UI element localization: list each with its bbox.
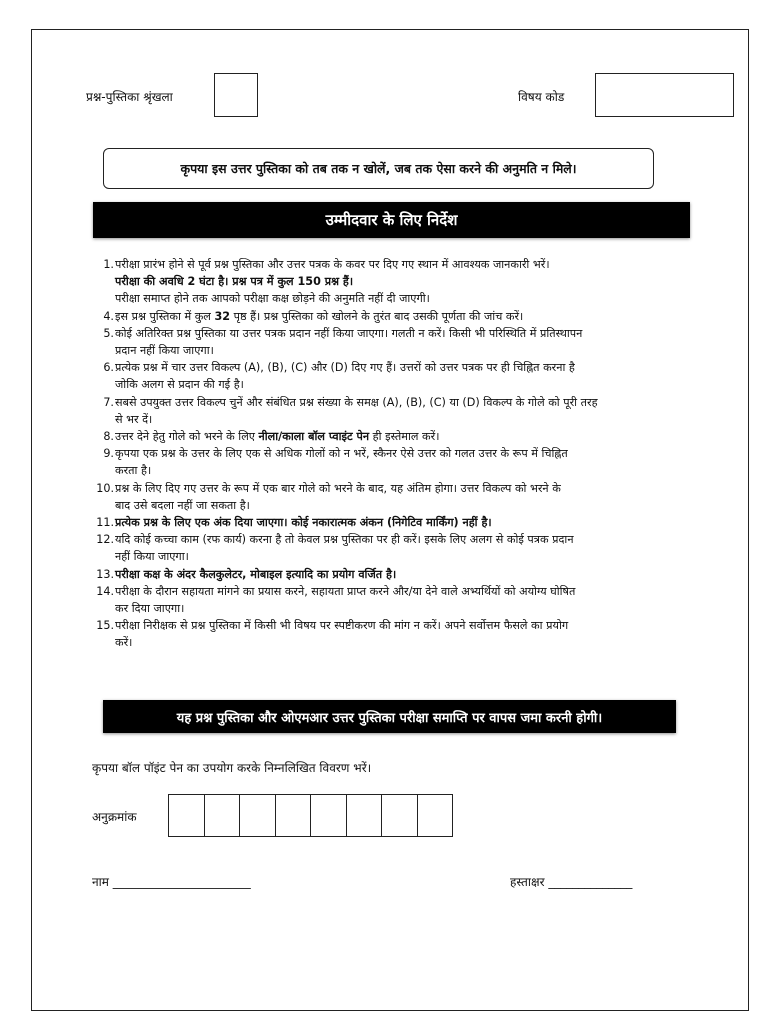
roll-number-cell[interactable]: [310, 794, 347, 837]
instruction-number: 6.: [103, 361, 114, 375]
instruction-number: 11.: [96, 516, 114, 530]
instruction-number: 12.: [96, 533, 114, 547]
instruction-number: 13.: [96, 567, 114, 581]
instruction-text: कोई अतिरिक्त प्रश्न पुस्तिका या उत्तर पत्रक प्रदान नहीं किया जाएगा। गलती न करें। किसी भी परिस्थिति में प्रतिस्थापन: [115, 326, 583, 340]
fill-details-instruction: कृपया बॉल पॉइंट पेन का उपयोग करके निम्नलिखित विवरण भरें।: [92, 761, 372, 775]
instruction-item: [96, 531, 686, 565]
instruction-number: 7.: [103, 395, 114, 409]
instruction-number: 8.: [103, 430, 114, 444]
instruction-text: से भर दें।: [115, 412, 153, 426]
name-field[interactable]: नाम _______________________: [92, 875, 251, 889]
instructions-title: उम्मीदवार के लिए निर्देश: [93, 202, 690, 238]
roll-number-cell[interactable]: [239, 794, 276, 837]
instruction-text: परीक्षा के दौरान सहायता मांगने का प्रयास करने, सहायता प्राप्त करने और/या देने वाले अभ्यर्थियों को अयोग्य घोषित: [115, 584, 576, 598]
roll-number-grid[interactable]: [168, 794, 453, 837]
instruction-item: [96, 445, 686, 479]
roll-number-cell[interactable]: [168, 794, 205, 837]
return-booklet-notice: यह प्रश्न पुस्तिका और ओएमआर उत्तर पुस्तिका परीक्षा समाप्ति पर वापस जमा करनी होगी।: [103, 700, 676, 733]
roll-number-label: अनुक्रमांक: [92, 810, 137, 824]
roll-number-cell[interactable]: [417, 794, 454, 837]
answer-booklet-cover: [31, 29, 749, 1011]
instruction-number: 9.: [103, 447, 114, 461]
instruction-item: [96, 566, 686, 583]
subject-code-box[interactable]: [595, 73, 734, 117]
instruction-text: प्रदान नहीं किया जाएगा।: [115, 344, 214, 358]
instruction-item: [96, 308, 686, 325]
instruction-item: [96, 514, 686, 531]
instruction-item: [96, 583, 686, 617]
instruction-text: जोकि अलग से प्रदान की गई है।: [115, 378, 244, 392]
instruction-item: [96, 325, 686, 359]
instruction-text: परीक्षा निरीक्षक से प्रश्न पुस्तिका में किसी भी विषय पर स्पष्टीकरण की मांग न करें। अपने सर्वोत्तम फैसले का प्रयोग: [115, 619, 569, 633]
instruction-text: परीक्षा प्रारंभ होने से पूर्व प्रश्न पुस्तिका और उत्तर पत्रक के कवर पर दिए गए स्थान में आवश्यक जानकारी भरें।: [115, 258, 550, 271]
instruction-item: [96, 428, 686, 445]
instruction-number: 10.: [96, 481, 114, 495]
instruction-text: परीक्षा समाप्त होने तक आपको परीक्षा कक्ष छोड़ने की अनुमति नहीं दी जाएगी।: [115, 292, 430, 306]
instruction-number: 14.: [96, 584, 114, 598]
instruction-text: यदि कोई कच्चा काम (रफ कार्य) करना है तो केवल प्रश्न पुस्तिका पर ही करें। इसके लिए अलग से कोई पत्रक प्रदान: [115, 533, 574, 547]
instruction-text: नहीं किया जाएगा।: [115, 550, 189, 564]
signature-field[interactable]: हस्ताक्षर ______________: [510, 875, 633, 889]
instructions-list: [96, 256, 686, 652]
instruction-text: इस प्रश्न पुस्तिका में कुल 32 पृष्ठ हैं। प्रश्न पुस्तिका को खोलने के तुरंत बाद उसकी पूर्णता की जांच करें।: [115, 309, 524, 323]
roll-number-cell[interactable]: [381, 794, 418, 837]
instruction-item: [96, 256, 686, 273]
instruction-number: 4.: [103, 309, 114, 323]
instruction-text: कर दिया जाएगा।: [115, 602, 185, 616]
instruction-number: 5.: [103, 326, 114, 340]
roll-number-cell[interactable]: [275, 794, 312, 837]
instruction-text: परीक्षा की अवधि 2 घंटा है। प्रश्न पत्र में कुल 150 प्रश्न हैं।: [115, 275, 354, 289]
instruction-item: [96, 480, 686, 514]
instruction-text: प्रत्येक प्रश्न के लिए एक अंक दिया जाएगा। कोई नकारात्मक अंकन (निगेटिव मार्किंग) नहीं है।: [115, 516, 492, 530]
instruction-item: [96, 359, 686, 393]
instruction-text: उत्तर देने हेतु गोले को भरने के लिए नीला/काला बॉल प्वाइंट पेन ही इस्तेमाल करें।: [115, 430, 440, 444]
instruction-number: 15.: [96, 619, 114, 633]
instruction-number: 1.: [103, 258, 114, 271]
do-not-open-notice: कृपया इस उत्तर पुस्तिका को तब तक न खोलें, जब तक ऐसा करने की अनुमति न मिले।: [103, 148, 654, 189]
instruction-text: करता है।: [115, 464, 152, 478]
instruction-text: कृपया एक प्रश्न के उत्तर के लिए एक से अधिक गोलों को न भरें, स्कैनर ऐसे उत्तर को गलत उत्तर के रूप में चिह्नित: [115, 447, 568, 461]
roll-number-cell[interactable]: [346, 794, 383, 837]
booklet-series-label: प्रश्न-पुस्तिका श्रृंखला: [86, 90, 173, 104]
subject-code-label: विषय कोड: [518, 90, 565, 104]
instruction-text: प्रश्न के लिए दिए गए उत्तर के रूप में एक बार गोले को भरने के बाद, यह अंतिम होगा। उत्तर विकल्प को भरने के: [115, 481, 561, 495]
instruction-item: [96, 273, 686, 290]
roll-number-cell[interactable]: [204, 794, 241, 837]
instruction-item: [96, 290, 686, 307]
instruction-text: सबसे उपयुक्त उत्तर विकल्प चुनें और संबंधित प्रश्न संख्या के समक्ष (A), (B), (C) या (D) विकल्प के गोले को पूरी तरह: [115, 395, 598, 409]
instruction-text: परीक्षा कक्ष के अंदर कैलकुलेटर, मोबाइल इत्यादि का प्रयोग वर्जित है।: [115, 567, 397, 581]
instruction-item: [96, 617, 686, 651]
instruction-text: बाद उसे बदला नहीं जा सकता है।: [115, 498, 250, 512]
instruction-item: [96, 394, 686, 428]
instruction-text: प्रत्येक प्रश्न में चार उत्तर विकल्प (A), (B), (C) और (D) दिए गए हैं। उत्तरों को उत्तर पत्रक पर ही चिह्नित करना है: [115, 361, 575, 375]
booklet-series-box[interactable]: [214, 73, 258, 117]
instruction-text: करें।: [115, 636, 133, 650]
